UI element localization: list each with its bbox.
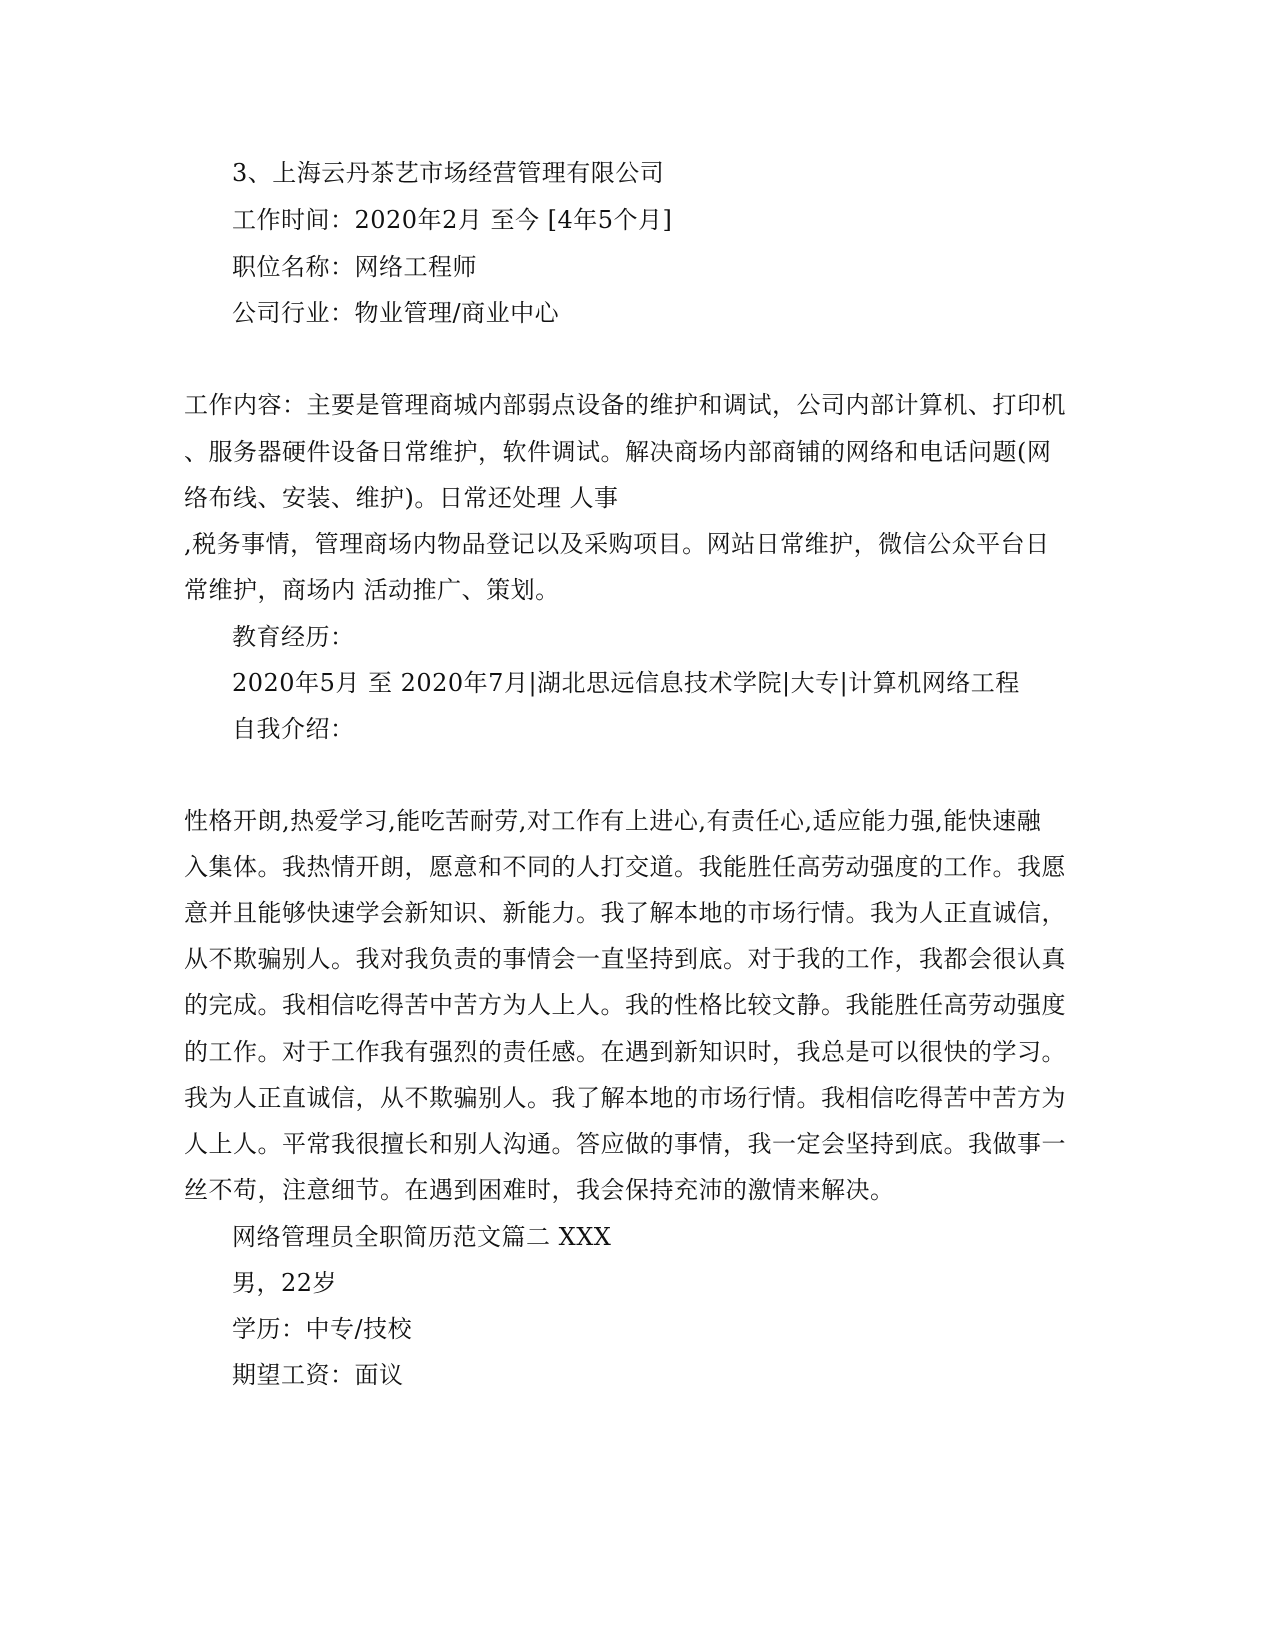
work-content-line: 工作内容：主要是管理商城内部弱点设备的维护和调试，公司内部计算机、打印机: [184, 391, 1066, 419]
work-content-line: 络布线、安装、维护)。日常还处理 人事: [184, 484, 619, 512]
self-intro-line: 性格开朗,热爱学习,能吃苦耐劳,对工作有上进心,有责任心,适应能力强,能快速融: [184, 807, 1042, 835]
self-intro-line: 的工作。对于工作我有强烈的责任感。在遇到新知识时，我总是可以很快的学习。: [184, 1038, 1066, 1066]
education-entry: 2020年5月 至 2020年7月|湖北思远信息技术学院|大专|计算机网络工程: [232, 669, 1020, 697]
expected-salary: 期望工资：面议: [232, 1361, 404, 1389]
company-industry: 公司行业：物业管理/商业中心: [232, 299, 560, 327]
education-level: 学历：中专/技校: [232, 1315, 413, 1343]
company-name: 3、上海云丹茶艺市场经营管理有限公司: [232, 159, 665, 187]
work-time: 工作时间：2020年2月 至今 [4年5个月]: [232, 206, 673, 234]
self-intro-heading: 自我介绍：: [232, 715, 355, 743]
work-content-line: 常维护，商场内 活动推广、策划。: [184, 576, 560, 604]
work-content-line: ,税务事情，管理商场内物品登记以及采购项目。网站日常维护，微信公众平台日: [184, 530, 1050, 558]
self-intro-line: 的完成。我相信吃得苦中苦方为人上人。我的性格比较文静。我能胜任高劳动强度: [184, 991, 1066, 1019]
self-intro-line: 人上人。平常我很擅长和别人沟通。答应做的事情，我一定会坚持到底。我做事一: [184, 1130, 1066, 1158]
work-content-line: 、服务器硬件设备日常维护，软件调试。解决商场内部商铺的网络和电话问题(网: [184, 438, 1052, 466]
self-intro-line: 意并且能够快速学会新知识、新能力。我了解本地的市场行情。我为人正直诚信，: [184, 899, 1066, 927]
self-intro-line: 丝不苟，注意细节。在遇到困难时，我会保持充沛的激情来解决。: [184, 1176, 895, 1204]
self-intro-line: 入集体。我热情开朗，愿意和不同的人打交道。我能胜任高劳动强度的工作。我愿: [184, 853, 1066, 881]
education-heading: 教育经历：: [232, 623, 355, 651]
resume-two-title: 网络管理员全职简历范文篇二 XXX: [232, 1223, 612, 1251]
gender-age: 男，22岁: [232, 1269, 338, 1297]
self-intro-line: 从不欺骗别人。我对我负责的事情会一直坚持到底。对于我的工作，我都会很认真: [184, 945, 1066, 973]
self-intro-line: 我为人正直诚信，从不欺骗别人。我了解本地的市场行情。我相信吃得苦中苦方为: [184, 1084, 1066, 1112]
position-title: 职位名称：网络工程师: [232, 253, 477, 281]
